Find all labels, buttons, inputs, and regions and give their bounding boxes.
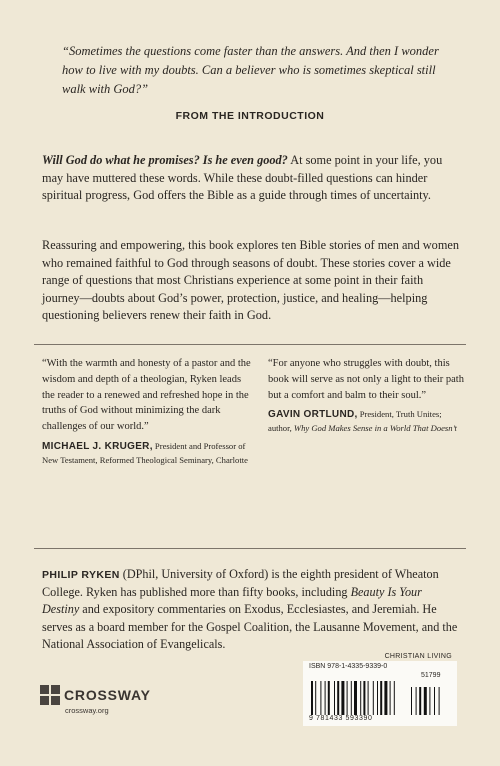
- description-paragraph: Reassuring and empowering, this book explores ten Bible stories of men and women who remained faithful to God through seasons of doubt. These stories cover a wide range of questions that most Christians experience at some point in their faith journey—doubts about God’s power, protection, justice, and healing—helping questioning believers renew their faith in God.: [42, 238, 459, 323]
- isbn-text: ISBN 978-1-4335-9339-0: [309, 663, 388, 670]
- barcode-panel: [303, 661, 457, 726]
- bio-text-2: and expository commentaries on Exodus, Ecclesiastes, and Jeremiah. He serves as a board member for the Gospel Coalition, the Lausanne Movement, and the National Association of Evangelicals.: [42, 602, 458, 651]
- author-name: PHILIP RYKEN: [42, 569, 120, 581]
- barcode-number: 9 781433 593390: [309, 715, 373, 722]
- quote-attribution: FROM THE INTRODUCTION: [175, 110, 325, 122]
- endorsement-credit: [42, 439, 252, 467]
- price-code: 51799: [421, 672, 441, 679]
- crossway-mark-icon: [40, 685, 60, 705]
- author-bio: [42, 566, 462, 653]
- publisher-name: CROSSWAY: [64, 687, 151, 703]
- endorser-role: President, Truth Unites; author,: [268, 409, 442, 434]
- endorsement-credit: [268, 407, 464, 435]
- bio-text-1: (DPhil, University of Oxford) is the eighth president of Wheaton College. Ryken has published more than fifty books, including: [42, 567, 439, 600]
- endorser-name: MICHAEL J. KRUGER,: [42, 440, 153, 452]
- divider-bottom-endorsements: [34, 548, 466, 549]
- intro-body: At some point in your life, you may have muttered these words. While these doubt-filled questions can hinder spiritual progress, God offers the Bible as a guide through times of uncertainty.: [42, 153, 443, 203]
- top-pull-quote: “Sometimes the questions come faster than the answers. And then I wonder how to live with my doubts. Can a believer who is sometimes skeptical still walk with God?”: [62, 44, 439, 96]
- category-label: CHRISTIAN LIVING: [384, 653, 452, 660]
- barcode-graphic: [311, 681, 451, 715]
- endorser-name: GAVIN ORTLUND,: [268, 409, 358, 421]
- endorsement-quote: “For anyone who struggles with doubt, this book will serve as not only a light to their path but a comfort and balm to their soul.”: [268, 358, 464, 401]
- publisher-url: crossway.org: [65, 706, 109, 715]
- endorsement-ortlund: [268, 356, 464, 435]
- endorsement-kruger: [42, 356, 252, 467]
- endorser-role: President and Professor of New Testament, Reformed Theological Seminary, Charlotte: [42, 440, 248, 465]
- bio-book-title: Beauty Is Your Destiny: [42, 585, 422, 617]
- endorsement-quote: “With the warmth and honesty of a pastor and the wisdom and depth of a theologian, Ryken leads the reader to a renewed and refreshed hope in the truths of God without minimizing the dark challenges of our world.”: [42, 358, 251, 433]
- intro-paragraph: [42, 152, 460, 205]
- divider-top-endorsements: [34, 344, 466, 345]
- intro-lead-questions: Will God do what he promises? Is he even good?: [42, 153, 288, 167]
- endorser-book-title: Why God Makes Sense in a World That Doesn’t: [293, 423, 457, 434]
- publisher-logo: [40, 685, 151, 705]
